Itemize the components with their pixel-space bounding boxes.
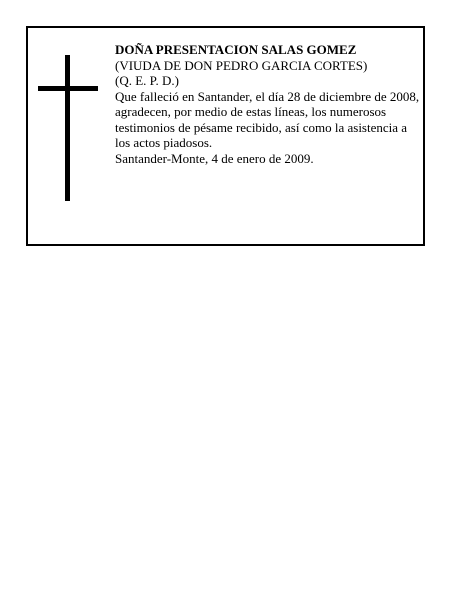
- death-line: Que falleció en Santander, el día 28 de diciembre de 2008,: [115, 88, 420, 104]
- widow-of-line: (VIUDA DE DON PEDRO GARCIA CORTES): [115, 57, 368, 73]
- rip-line: (Q. E. P. D.): [115, 73, 179, 88]
- obituary-notice: [26, 26, 425, 246]
- thanks-paragraph: agradecen, por medio de estas líneas, los numerosos testimonios de pésame recibido, así como la asistencia a los actos piadosos.: [115, 104, 408, 150]
- notice-text: [115, 42, 421, 166]
- cross-vertical-bar: [65, 55, 70, 201]
- cross-icon: [38, 55, 98, 201]
- deceased-name: DOÑA PRESENTACION SALAS GOMEZ: [115, 42, 357, 57]
- cross-horizontal-bar: [38, 86, 98, 91]
- place-date-line: Santander-Monte, 4 de enero de 2009.: [115, 150, 314, 166]
